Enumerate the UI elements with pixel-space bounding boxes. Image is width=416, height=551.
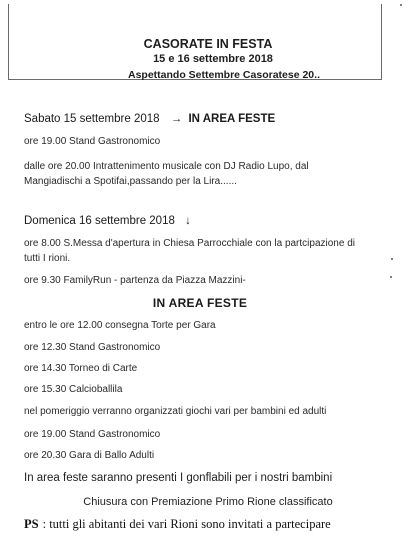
area-item-foosball: ore 15.30 Calcioballila xyxy=(24,384,123,395)
saturday-item-1: ore 19.00 Stand Gastronomico xyxy=(24,136,161,147)
closing-note: Chiusura con Premiazione Primo Rione classificato xyxy=(83,496,333,508)
scan-speck xyxy=(390,276,392,278)
event-dates: 15 e 16 settembre 2018 xyxy=(153,53,273,65)
area-item-stand-dinner: ore 19.00 Stand Gastronomico xyxy=(24,429,161,440)
down-arrow-icon: ↓ xyxy=(185,215,191,227)
area-feste-heading: IN AREA FESTE xyxy=(152,296,248,310)
sunday-item-mass-cont: tutti I rioni. xyxy=(24,253,71,264)
area-item-stand-lunch: ore 12.30 Stand Gastronomico xyxy=(24,342,161,353)
sunday-item-mass: ore 8.00 S.Messa d'apertura in Chiesa Parrocchiale con la partcipazione di xyxy=(24,238,355,249)
scan-speck xyxy=(400,4,402,6)
event-title: CASORATE IN FESTA xyxy=(143,37,273,51)
ps-label: PS xyxy=(24,517,39,531)
saturday-day: Sabato 15 settembre 2018 xyxy=(24,113,160,125)
inflatables-note: In area feste saranno presenti I gonflabili per i nostri bambini xyxy=(24,472,333,484)
saturday-location: IN AREA FESTE xyxy=(188,113,276,125)
sunday-heading xyxy=(24,214,191,228)
right-arrow-icon: → xyxy=(170,113,183,125)
area-item-cards: ore 14.30 Torneo di Carte xyxy=(24,363,138,374)
area-item-games: nel pomeriggio verranno organizzati giochi vari per bambini ed adulti xyxy=(24,406,327,417)
sunday-item-familyrun: ore 9.30 FamilyRun - partenza da Piazza Mazzini- xyxy=(24,275,246,286)
sunday-day: Domenica 16 settembre 2018 xyxy=(24,215,175,227)
event-subtitle: Aspettando Settembre Casoratese 20.. xyxy=(128,69,320,81)
area-item-dance: ore 20.30 Gara di Ballo Adulti xyxy=(24,450,155,461)
saturday-item-3: Mangiadischi a Spotifai,passando per la Lira...... xyxy=(24,176,237,187)
scan-speck xyxy=(391,258,393,260)
saturday-heading xyxy=(24,112,275,126)
saturday-item-2: dalle ore 20.00 Intrattenimento musicale con DJ Radio Lupo, dal xyxy=(24,161,309,172)
ps-note xyxy=(24,517,331,532)
area-item-cakes: entro le ore 12.00 consegna Torte per Gara xyxy=(24,320,216,331)
ps-text: : tutti gli abitanti dei vari Rioni sono invitati a partecipare xyxy=(42,517,331,531)
